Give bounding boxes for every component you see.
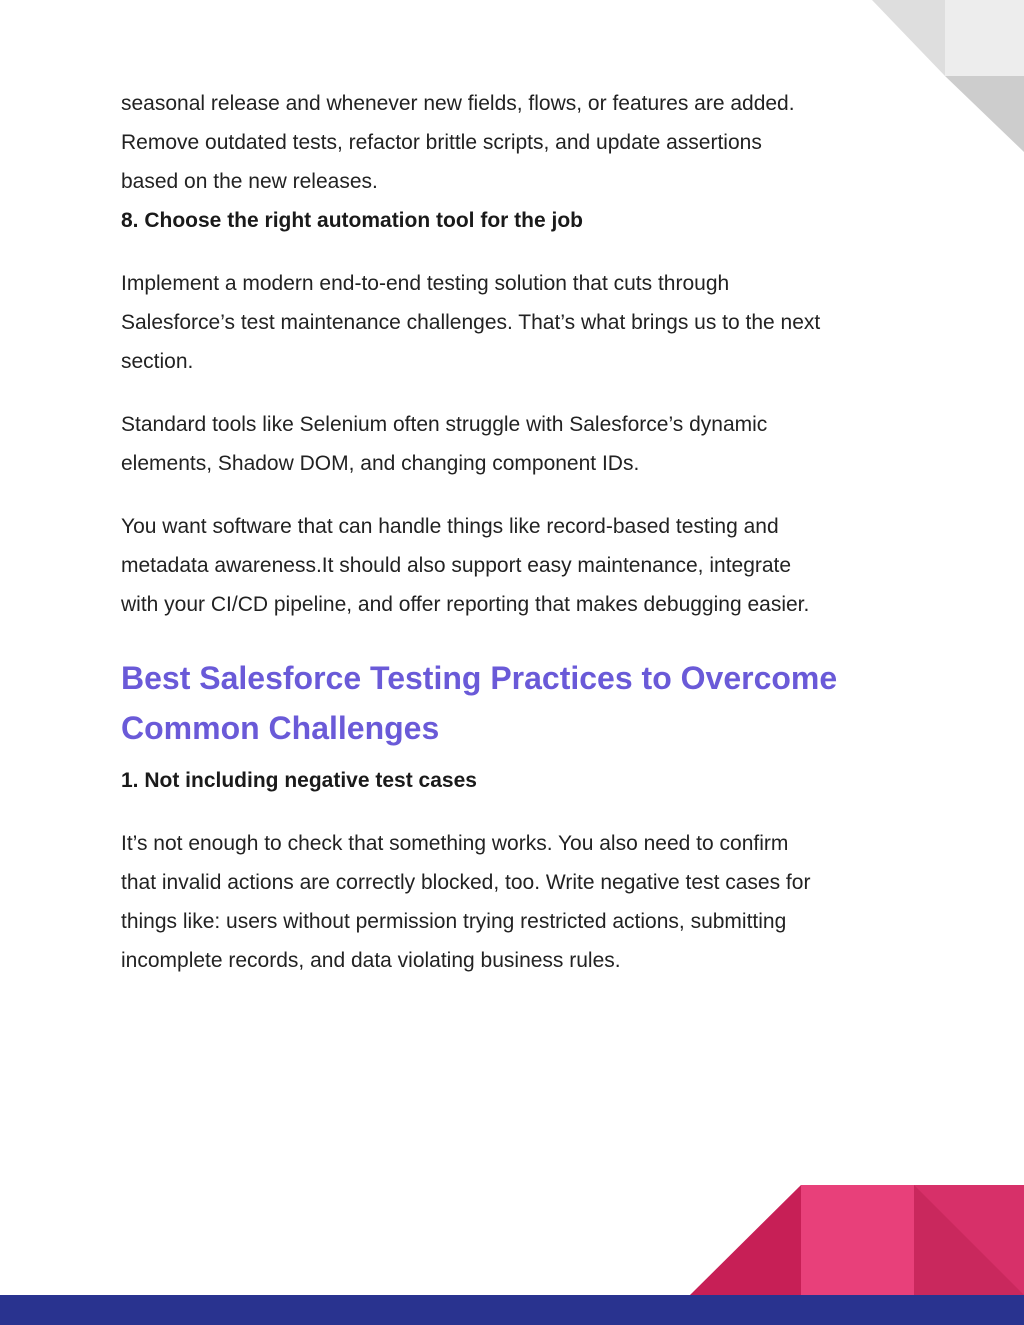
corner-light-gray-square [945, 0, 1024, 76]
corner-dark-gray-triangle [945, 76, 1024, 152]
section-heading-line: Common Challenges [121, 710, 440, 746]
item-1-heading: 1. Not including negative test cases [121, 769, 477, 792]
corner-mid-gray-triangle [872, 0, 945, 76]
paragraph-line: section. [121, 350, 194, 373]
paragraph-line: metadata awareness.It should also support easy maintenance, integrate [121, 554, 792, 577]
document-body [121, 84, 911, 980]
paragraph-intro [121, 84, 911, 201]
corner-magenta-triangle [690, 1185, 801, 1295]
paragraph-standard-tools [121, 405, 911, 483]
paragraph-modern-solution [121, 264, 911, 381]
bottom-right-corner-decoration [690, 1185, 1024, 1295]
paragraph-line: based on the new releases. [121, 170, 378, 193]
paragraph-line: seasonal release and whenever new fields, flows, or features are added. [121, 92, 795, 115]
corner-pink-block [801, 1185, 914, 1295]
paragraph-line: things like: users without permission trying restricted actions, submitting [121, 910, 787, 933]
paragraph-line: It’s not enough to check that something works. You also need to confirm [121, 832, 789, 855]
paragraph-line: Salesforce’s test maintenance challenges. That’s what brings us to the next [121, 311, 821, 334]
section-heading [121, 653, 911, 753]
paragraph-line: Remove outdated tests, refactor brittle scripts, and update assertions [121, 131, 762, 154]
section-heading-line: Best Salesforce Testing Practices to Overcome [121, 660, 838, 696]
paragraph-line: Implement a modern end-to-end testing solution that cuts through [121, 272, 730, 295]
paragraph-line: that invalid actions are correctly blocked, too. Write negative test cases for [121, 871, 811, 894]
paragraph-software-requirements [121, 507, 911, 624]
paragraph-line: incomplete records, and data violating business rules. [121, 949, 621, 972]
paragraph-line: You want software that can handle things like record-based testing and [121, 515, 779, 538]
bottom-navy-bar [0, 1295, 1024, 1325]
item-8-heading: 8. Choose the right automation tool for the job [121, 209, 583, 232]
paragraph-line: elements, Shadow DOM, and changing component IDs. [121, 452, 640, 475]
paragraph-line: Standard tools like Selenium often struggle with Salesforce’s dynamic [121, 413, 768, 436]
paragraph-line: with your CI/CD pipeline, and offer reporting that makes debugging easier. [121, 593, 810, 616]
paragraph-negative-tests [121, 824, 911, 980]
